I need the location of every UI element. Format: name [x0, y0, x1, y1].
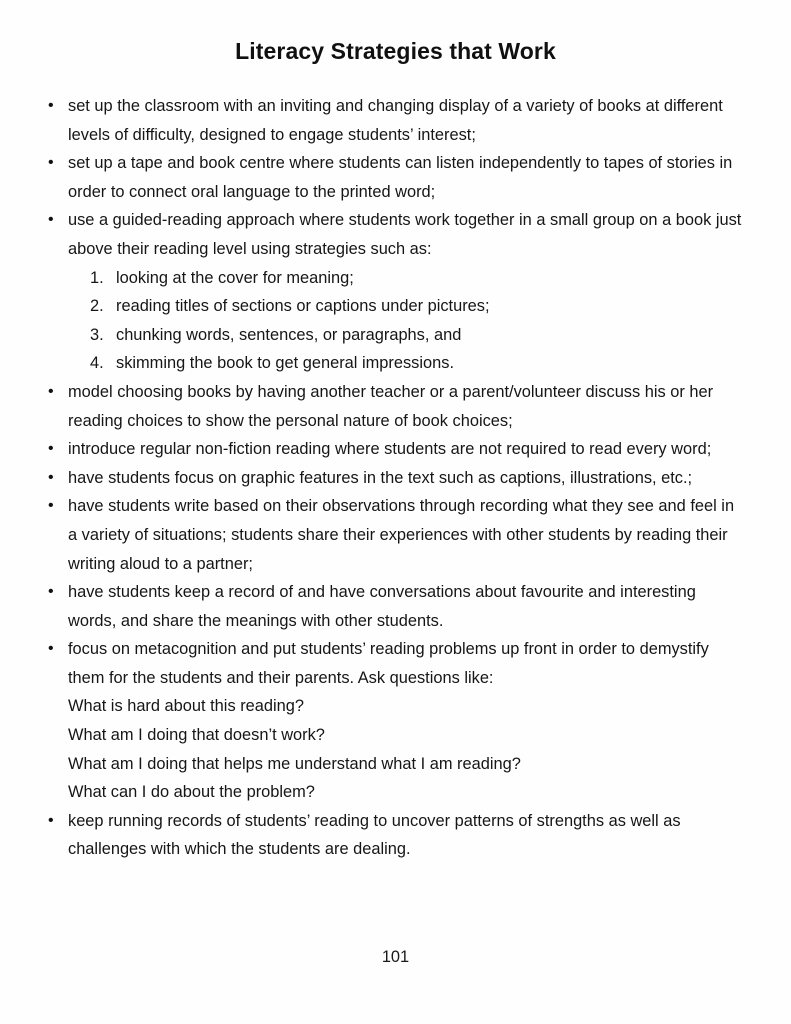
bullet-icon: • — [48, 640, 54, 658]
list-item-text: model choosing books by having another teacher or a parent/volunteer discuss his or her reading choices to show the personal nature of book choices; — [68, 382, 714, 430]
bullet-icon: • — [48, 382, 54, 400]
numbered-list-item-text: looking at the cover for meaning; — [116, 268, 354, 287]
bullet-icon: • — [48, 583, 54, 601]
list-item-text: introduce regular non-fiction reading where students are not required to read every word; — [68, 440, 712, 459]
list-number: 4. — [90, 354, 104, 373]
question-text: What am I doing that doesn’t work? — [68, 726, 325, 745]
list-item — [46, 807, 746, 864]
list-item-text: focus on metacognition and put students’ reading problems up front in order to demystify them for the students and their parents. Ask questions like: — [68, 640, 709, 687]
list-item — [46, 464, 746, 493]
list-item — [46, 92, 746, 149]
list-item-text: set up a tape and book centre where students can listen independently to tapes of stories in order to connect oral language to the printed word; — [68, 154, 733, 201]
strategies-list — [46, 92, 746, 864]
page-number: 101 — [381, 948, 410, 966]
bullet-icon: • — [48, 211, 54, 229]
list-item — [46, 378, 746, 435]
numbered-list-item — [90, 349, 746, 378]
list-item-text: use a guided-reading approach where students work together in a small group on a book just above their reading level using strategies such as: — [68, 211, 742, 258]
bullet-icon: • — [48, 468, 54, 486]
bullet-icon: • — [48, 154, 54, 172]
page-title: Literacy Strategies that Work — [235, 38, 556, 64]
list-number: 1. — [90, 268, 104, 287]
numbered-list-item-text: skimming the book to get general impressions. — [116, 354, 454, 373]
numbered-list-item — [90, 292, 746, 321]
list-item — [46, 492, 746, 578]
list-item-text: have students write based on their observations through recording what they see and feel in a variety of situations; students share their experiences with other students by reading their writing aloud to a partner; — [68, 497, 735, 573]
question-text: What is hard about this reading? — [68, 697, 304, 716]
list-item-text: have students keep a record of and have conversations about favourite and interesting words, and share the meanings with other students. — [68, 583, 696, 630]
metacognition-questions — [68, 692, 746, 806]
list-item-text: keep running records of students’ reading to uncover patterns of strengths as well as challenges with which the students are dealing. — [68, 811, 681, 859]
guided-reading-substeps — [68, 264, 746, 378]
list-item — [46, 149, 746, 206]
question-text: What can I do about the problem? — [68, 783, 315, 802]
bullet-icon: • — [48, 97, 54, 114]
numbered-list-item — [90, 264, 746, 293]
list-item — [46, 635, 746, 807]
numbered-list-item — [90, 321, 746, 350]
bullet-icon: • — [48, 497, 54, 515]
list-number: 3. — [90, 325, 104, 344]
list-item — [46, 206, 746, 378]
list-item — [46, 578, 746, 635]
list-item-text: set up the classroom with an inviting and changing display of a variety of books at different levels of difficulty, designed to engage students’ interest; — [68, 97, 723, 144]
list-item — [46, 435, 746, 464]
numbered-list-item-text: reading titles of sections or captions under pictures; — [116, 297, 490, 316]
bullet-icon: • — [48, 440, 54, 458]
page-content — [46, 92, 746, 864]
numbered-list-item-text: chunking words, sentences, or paragraphs, and — [116, 325, 462, 344]
list-number: 2. — [90, 297, 104, 316]
bullet-icon: • — [48, 811, 54, 829]
list-item-text: have students focus on graphic features in the text such as captions, illustrations, etc.; — [68, 468, 693, 487]
question-text: What am I doing that helps me understand what I am reading? — [68, 754, 521, 773]
